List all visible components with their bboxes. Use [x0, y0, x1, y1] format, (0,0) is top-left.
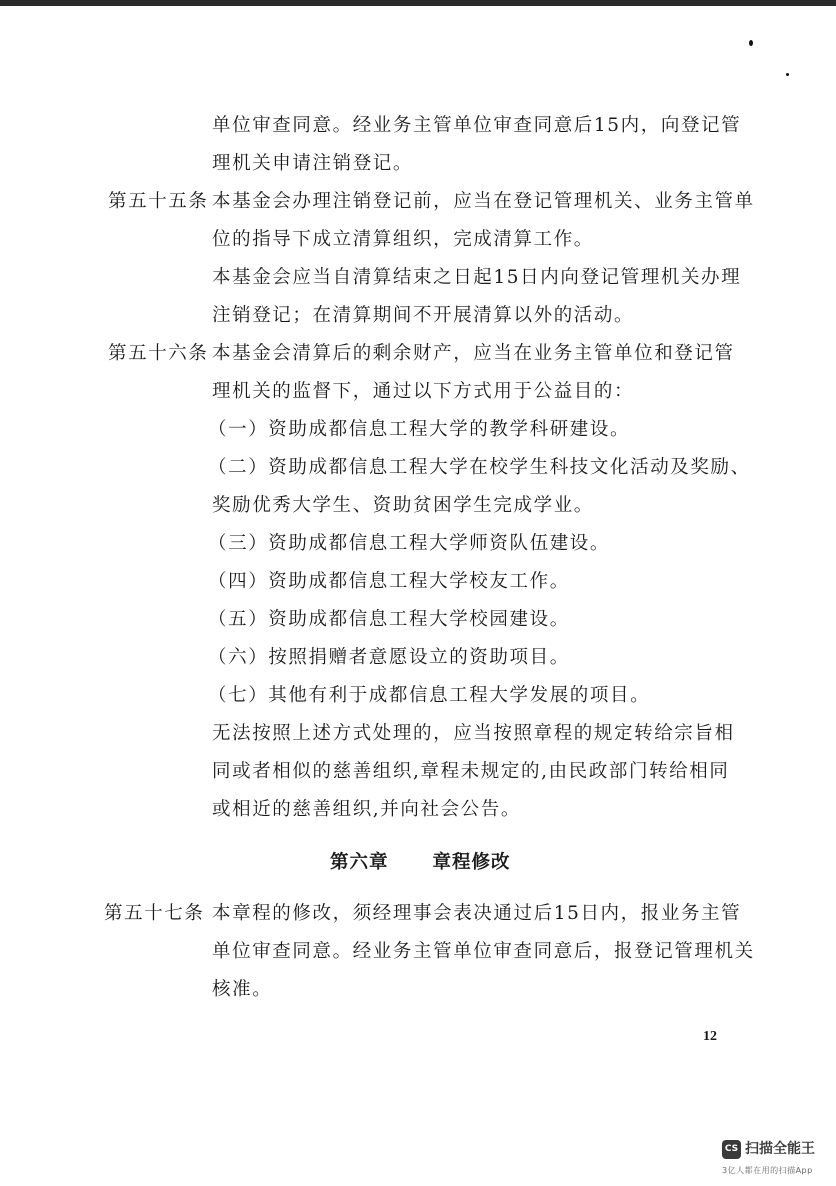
text-line: 本章程的修改，须经理事会表决通过后15日内，报业务主管 [212, 903, 742, 924]
list-item: （七）其他有利于成都信息工程大学发展的项目。 [208, 685, 651, 706]
text-line: 单位审查同意。经业务主管单位审查同意后15内，向登记管 [212, 115, 742, 136]
watermark-app-name: 扫描全能王 [745, 1141, 815, 1157]
article-number-57: 第五十七条 [104, 903, 205, 924]
text-line: 位的指导下成立清算组织，完成清算工作。 [212, 229, 594, 250]
top-edge-bar [0, 0, 836, 6]
text-line: 注销登记；在清算期间不开展清算以外的活动。 [212, 305, 635, 326]
list-item: （六）按照捐赠者意愿设立的资助项目。 [208, 647, 570, 668]
list-item: （五）资助成都信息工程大学校园建设。 [208, 609, 570, 630]
text-line: 理机关的监督下，通过以下方式用于公益目的： [212, 381, 635, 402]
watermark-slogan: 3亿人都在用的扫描App [722, 1166, 813, 1175]
scan-speck [749, 40, 753, 46]
page-number: 12 [703, 1029, 717, 1044]
text-line: 同或者相似的慈善组织,章程未规定的,由民政部门转给相同 [212, 761, 730, 782]
chapter-heading [330, 848, 511, 874]
text-line: 核准。 [212, 979, 273, 1000]
article-number-55: 第五十五条 [108, 191, 209, 212]
chapter-title: 章程修改 [432, 852, 511, 873]
text-line: 本基金会清算后的剩余财产，应当在业务主管单位和登记管 [212, 343, 735, 364]
article-number-56: 第五十六条 [108, 343, 209, 364]
list-item: （二）资助成都信息工程大学在校学生科技文化活动及奖励、 [208, 457, 751, 478]
text-line: 单位审查同意。经业务主管单位审查同意后，报登记管理机关 [212, 941, 755, 962]
text-line: 或相近的慈善组织,并向社会公告。 [212, 799, 521, 820]
text-line: 奖励优秀大学生、资助贫困学生完成学业。 [212, 495, 594, 516]
chapter-number: 第六章 [330, 852, 389, 873]
list-item: （四）资助成都信息工程大学校友工作。 [208, 571, 570, 592]
scan-speck [786, 73, 789, 76]
camscanner-logo-icon: CS [722, 1140, 741, 1159]
scanner-watermark [722, 1140, 830, 1180]
text-line: 无法按照上述方式处理的，应当按照章程的规定转给宗旨相 [212, 723, 735, 744]
text-line: 本基金会应当自清算结束之日起15日内向登记管理机关办理 [212, 267, 742, 288]
text-line: 本基金会办理注销登记前，应当在登记管理机关、业务主管单 [212, 191, 755, 212]
list-item: （一）资助成都信息工程大学的教学科研建设。 [208, 419, 631, 440]
list-item: （三）资助成都信息工程大学师资队伍建设。 [208, 533, 611, 554]
text-line: 理机关申请注销登记。 [212, 153, 414, 174]
